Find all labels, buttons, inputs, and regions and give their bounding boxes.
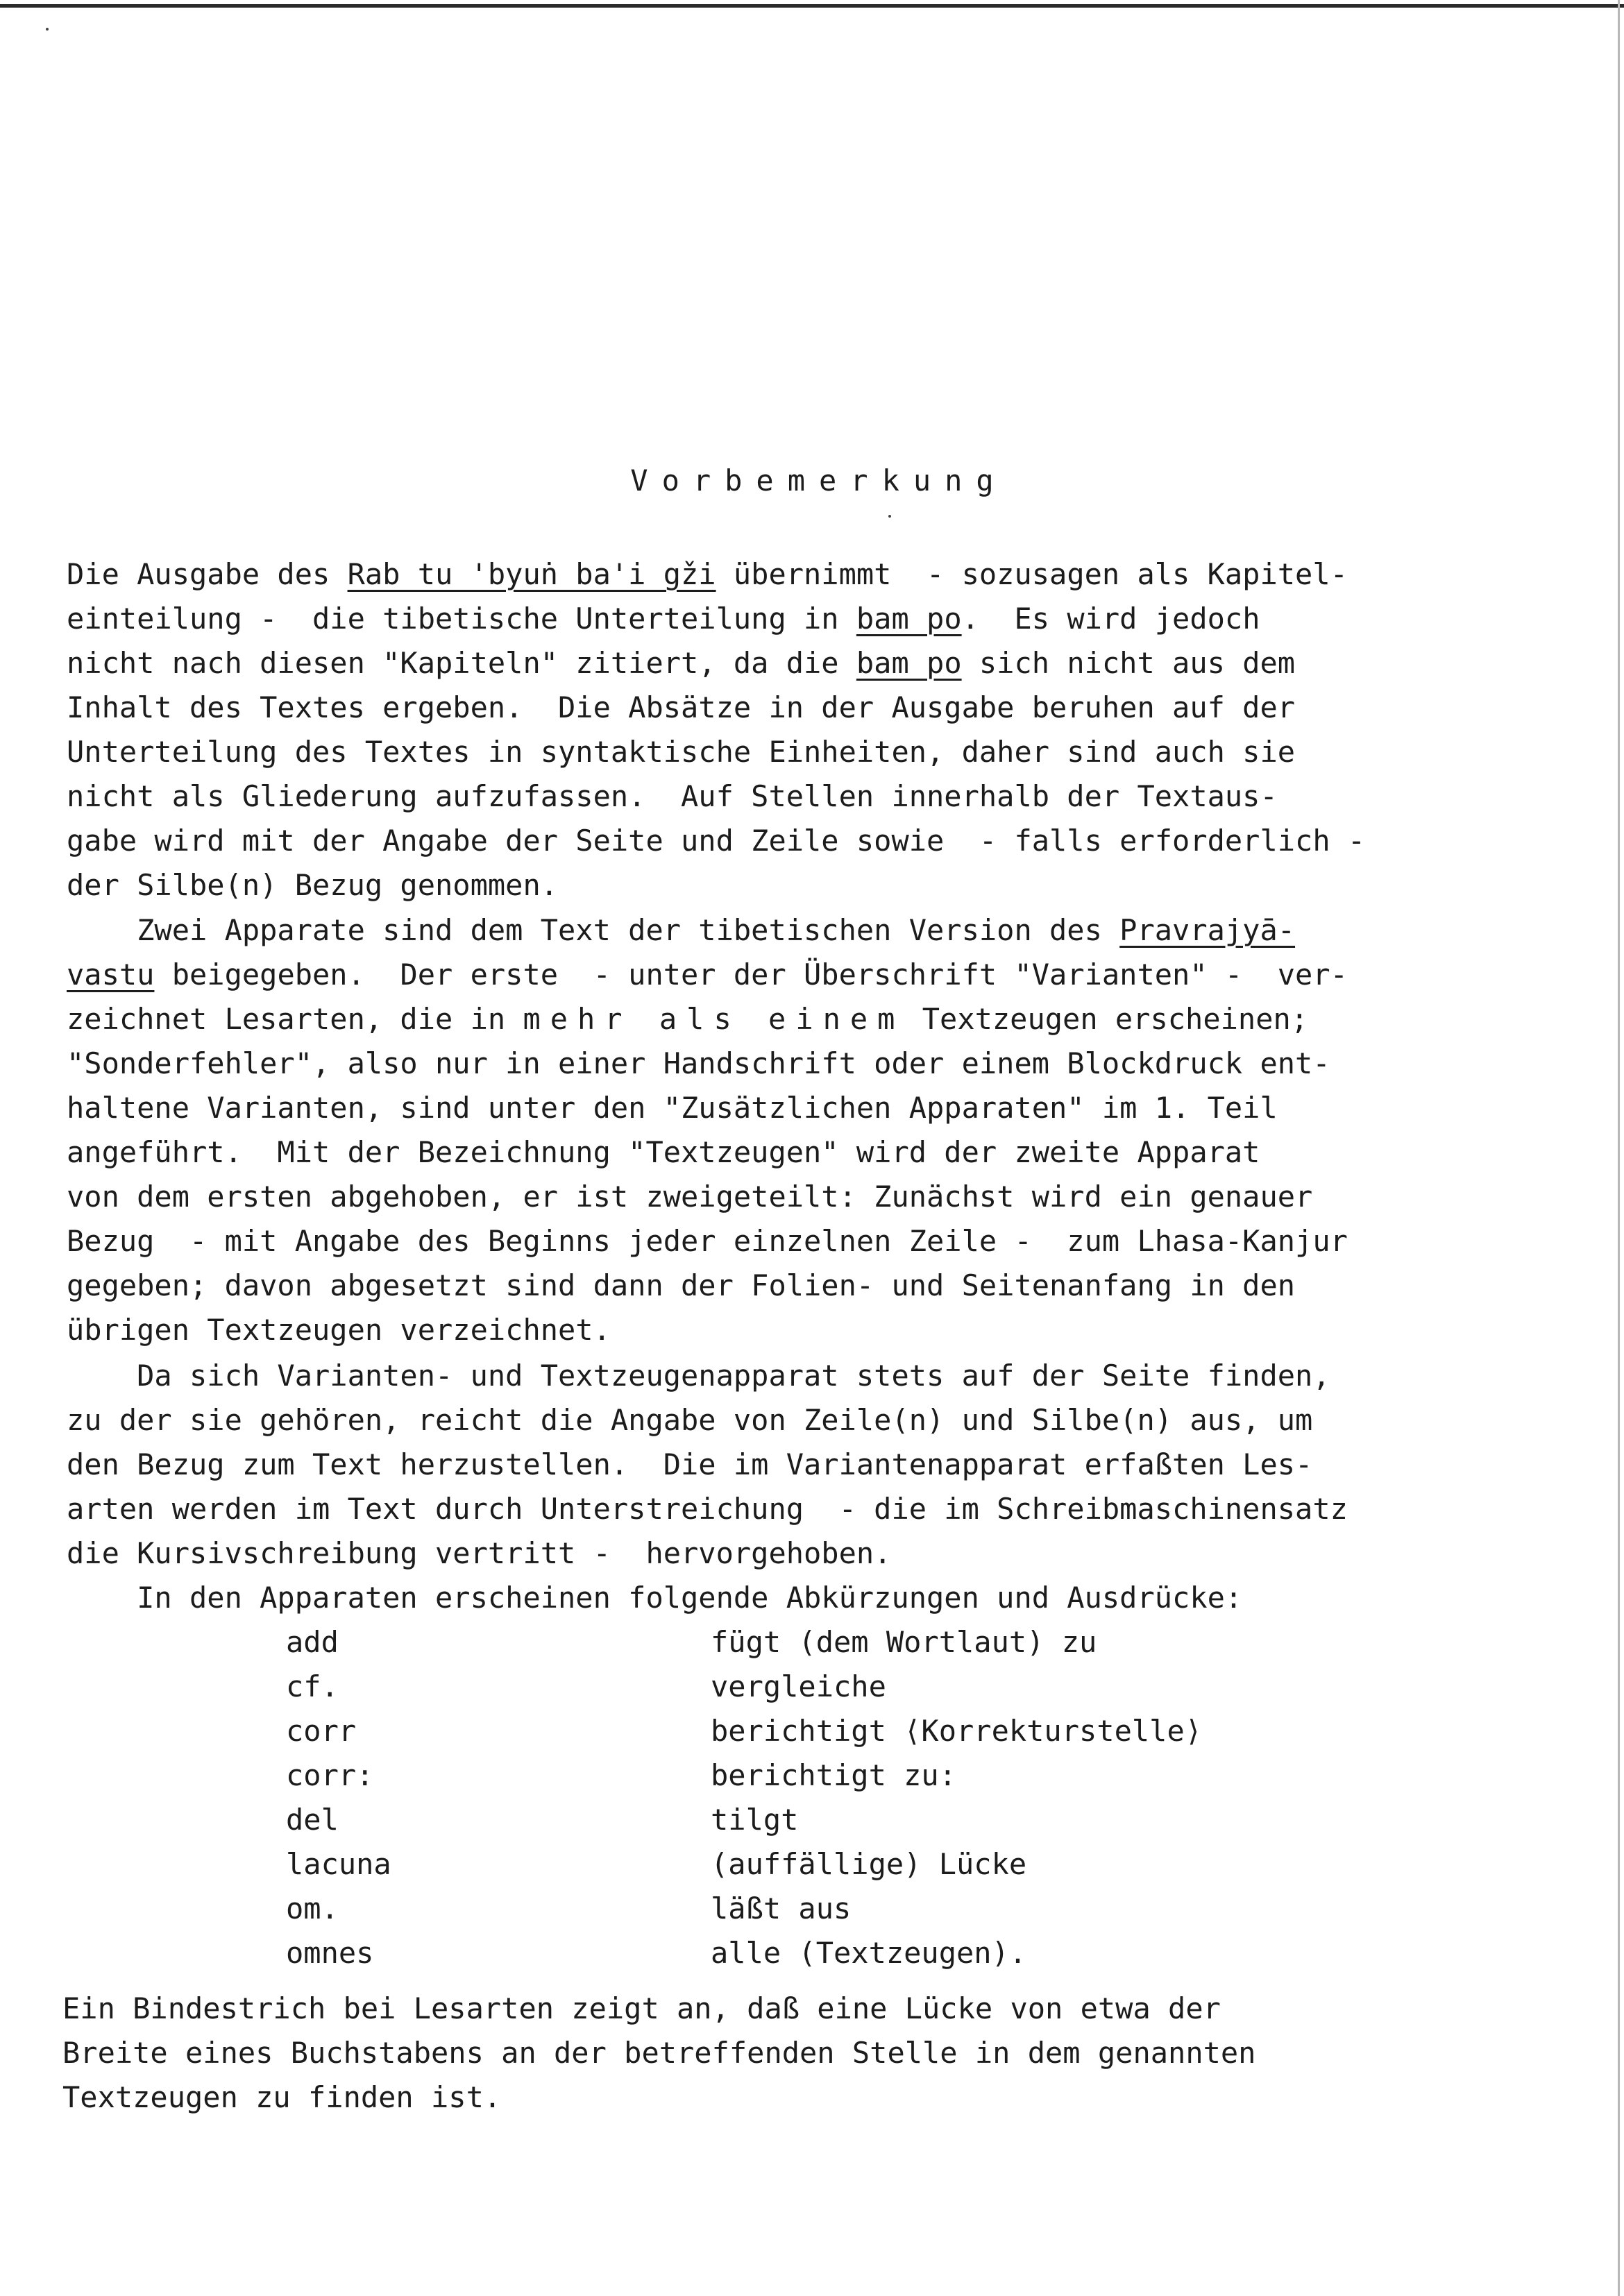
text-line: haltene Varianten, sind unter den "Zusätzlichen Apparaten" im 1. Teil bbox=[67, 1091, 1278, 1125]
abbreviation-row bbox=[0, 1709, 1624, 1753]
paragraph-hyphen-note bbox=[62, 1987, 1423, 2120]
text-line: nicht als Gliederung aufzufassen. Auf Stellen innerhalb der Textaus- bbox=[67, 779, 1278, 813]
underlined-term: bam po bbox=[856, 646, 962, 680]
abbreviation-term: corr: bbox=[286, 1758, 374, 1792]
text-line: Textzeugen zu finden ist. bbox=[62, 2080, 502, 2114]
abbreviation-meaning: berichtigt ⟨Korrekturstelle⟩ bbox=[711, 1714, 1203, 1748]
abbreviation-term: add bbox=[286, 1625, 339, 1659]
paragraph-apparatus bbox=[67, 908, 1427, 1352]
abbreviation-term: omnes bbox=[286, 1936, 374, 1970]
scan-speck bbox=[46, 28, 49, 31]
paragraph-abbreviations-intro bbox=[67, 1576, 1427, 1620]
text-line: gabe wird mit der Angabe der Seite und Zeile sowie - falls erforderlich - bbox=[67, 824, 1366, 858]
abbreviation-meaning: alle (Textzeugen). bbox=[711, 1936, 1027, 1970]
text-line: Bezug - mit Angabe des Beginns jeder einzelnen Zeile - zum Lhasa-Kanjur bbox=[67, 1224, 1348, 1258]
text-line: Zwei Apparate sind dem Text der tibetischen Version des Pravrajyā- bbox=[67, 913, 1296, 947]
text-line: Die Ausgabe des Rab tu 'byuṅ ba'i gži übernimmt - sozusagen als Kapitel- bbox=[67, 557, 1348, 591]
abbreviation-row bbox=[0, 1798, 1624, 1842]
text-line: von dem ersten abgehoben, er ist zweigeteilt: Zunächst wird ein genauer bbox=[67, 1180, 1313, 1214]
abbreviation-meaning: vergleiche bbox=[711, 1669, 886, 1703]
text-line: Unterteilung des Textes in syntaktische Einheiten, daher sind auch sie bbox=[67, 735, 1296, 769]
abbreviation-term: om. bbox=[286, 1891, 339, 1925]
spaced-emphasis: mehr als einem bbox=[523, 1002, 905, 1036]
abbreviation-row bbox=[0, 1665, 1624, 1709]
text-line: übrigen Textzeugen verzeichnet. bbox=[67, 1313, 611, 1347]
page-title: Vorbemerkung bbox=[630, 464, 1008, 498]
paragraph-edition-notes bbox=[67, 552, 1427, 908]
underlined-title: Rab tu 'byuṅ ba'i gži bbox=[347, 557, 716, 591]
abbreviation-term: lacuna bbox=[286, 1847, 391, 1881]
abbreviation-meaning: läßt aus bbox=[711, 1891, 852, 1925]
text-line: angeführt. Mit der Bezeichnung "Textzeugen" wird der zweite Apparat bbox=[67, 1135, 1260, 1169]
text-line: Breite eines Buchstabens an der betreffenden Stelle in dem genannten bbox=[62, 2036, 1256, 2070]
text-line: nicht nach diesen "Kapiteln" zitiert, da die bam po sich nicht aus dem bbox=[67, 646, 1296, 680]
text-line: der Silbe(n) Bezug genommen. bbox=[67, 868, 559, 902]
text-line: einteilung - die tibetische Unterteilung in bam po. Es wird jedoch bbox=[67, 602, 1260, 636]
text-line: die Kursivschreibung vertritt - hervorgehoben. bbox=[67, 1536, 892, 1570]
text-line: zeichnet Lesarten, die in mehr als einem Textzeugen erscheinen; bbox=[67, 1002, 1309, 1036]
text-line: vastu beigegeben. Der erste - unter der Überschrift "Varianten" - ver- bbox=[67, 958, 1348, 992]
abbreviation-meaning: tilgt bbox=[711, 1803, 799, 1837]
abbreviation-term: cf. bbox=[286, 1669, 339, 1703]
text-line: Da sich Varianten- und Textzeugenapparat stets auf der Seite finden, bbox=[67, 1359, 1330, 1393]
text-line: In den Apparaten erscheinen folgende Abkürzungen und Ausdrücke: bbox=[67, 1581, 1243, 1615]
text-line: Ein Bindestrich bei Lesarten zeigt an, daß eine Lücke von etwa der bbox=[62, 1991, 1221, 2025]
text-line: zu der sie gehören, reicht die Angabe von Zeile(n) und Silbe(n) aus, um bbox=[67, 1403, 1313, 1437]
abbreviation-meaning: fügt (dem Wortlaut) zu bbox=[711, 1625, 1097, 1659]
abbreviation-row bbox=[0, 1887, 1624, 1931]
text-line: "Sonderfehler", also nur in einer Handschrift oder einem Blockdruck ent- bbox=[67, 1046, 1330, 1080]
abbreviation-row bbox=[0, 1842, 1624, 1887]
underlined-term: bam po bbox=[856, 602, 962, 636]
abbreviation-row bbox=[0, 1753, 1624, 1798]
text-line: gegeben; davon abgesetzt sind dann der Folien- und Seitenanfang in den bbox=[67, 1268, 1296, 1302]
abbreviation-row bbox=[0, 1620, 1624, 1665]
abbreviation-row bbox=[0, 1931, 1624, 1975]
scan-speck bbox=[888, 515, 891, 518]
text-line: arten werden im Text durch Unterstreichung - die im Schreibmaschinensatz bbox=[67, 1492, 1348, 1526]
text-line: Inhalt des Textes ergeben. Die Absätze in der Ausgabe beruhen auf der bbox=[67, 690, 1296, 724]
paragraph-variants bbox=[67, 1354, 1427, 1576]
abbreviation-term: del bbox=[286, 1803, 339, 1837]
underlined-title: vastu bbox=[67, 958, 155, 992]
abbreviation-term: corr bbox=[286, 1714, 357, 1748]
abbreviation-meaning: berichtigt zu: bbox=[711, 1758, 957, 1792]
text-line: den Bezug zum Text herzustellen. Die im Variantenapparat erfaßten Les- bbox=[67, 1447, 1313, 1481]
top-border-line bbox=[0, 4, 1624, 8]
underlined-title: Pravrajyā- bbox=[1119, 913, 1296, 947]
abbreviation-meaning: (auffällige) Lücke bbox=[711, 1847, 1027, 1881]
